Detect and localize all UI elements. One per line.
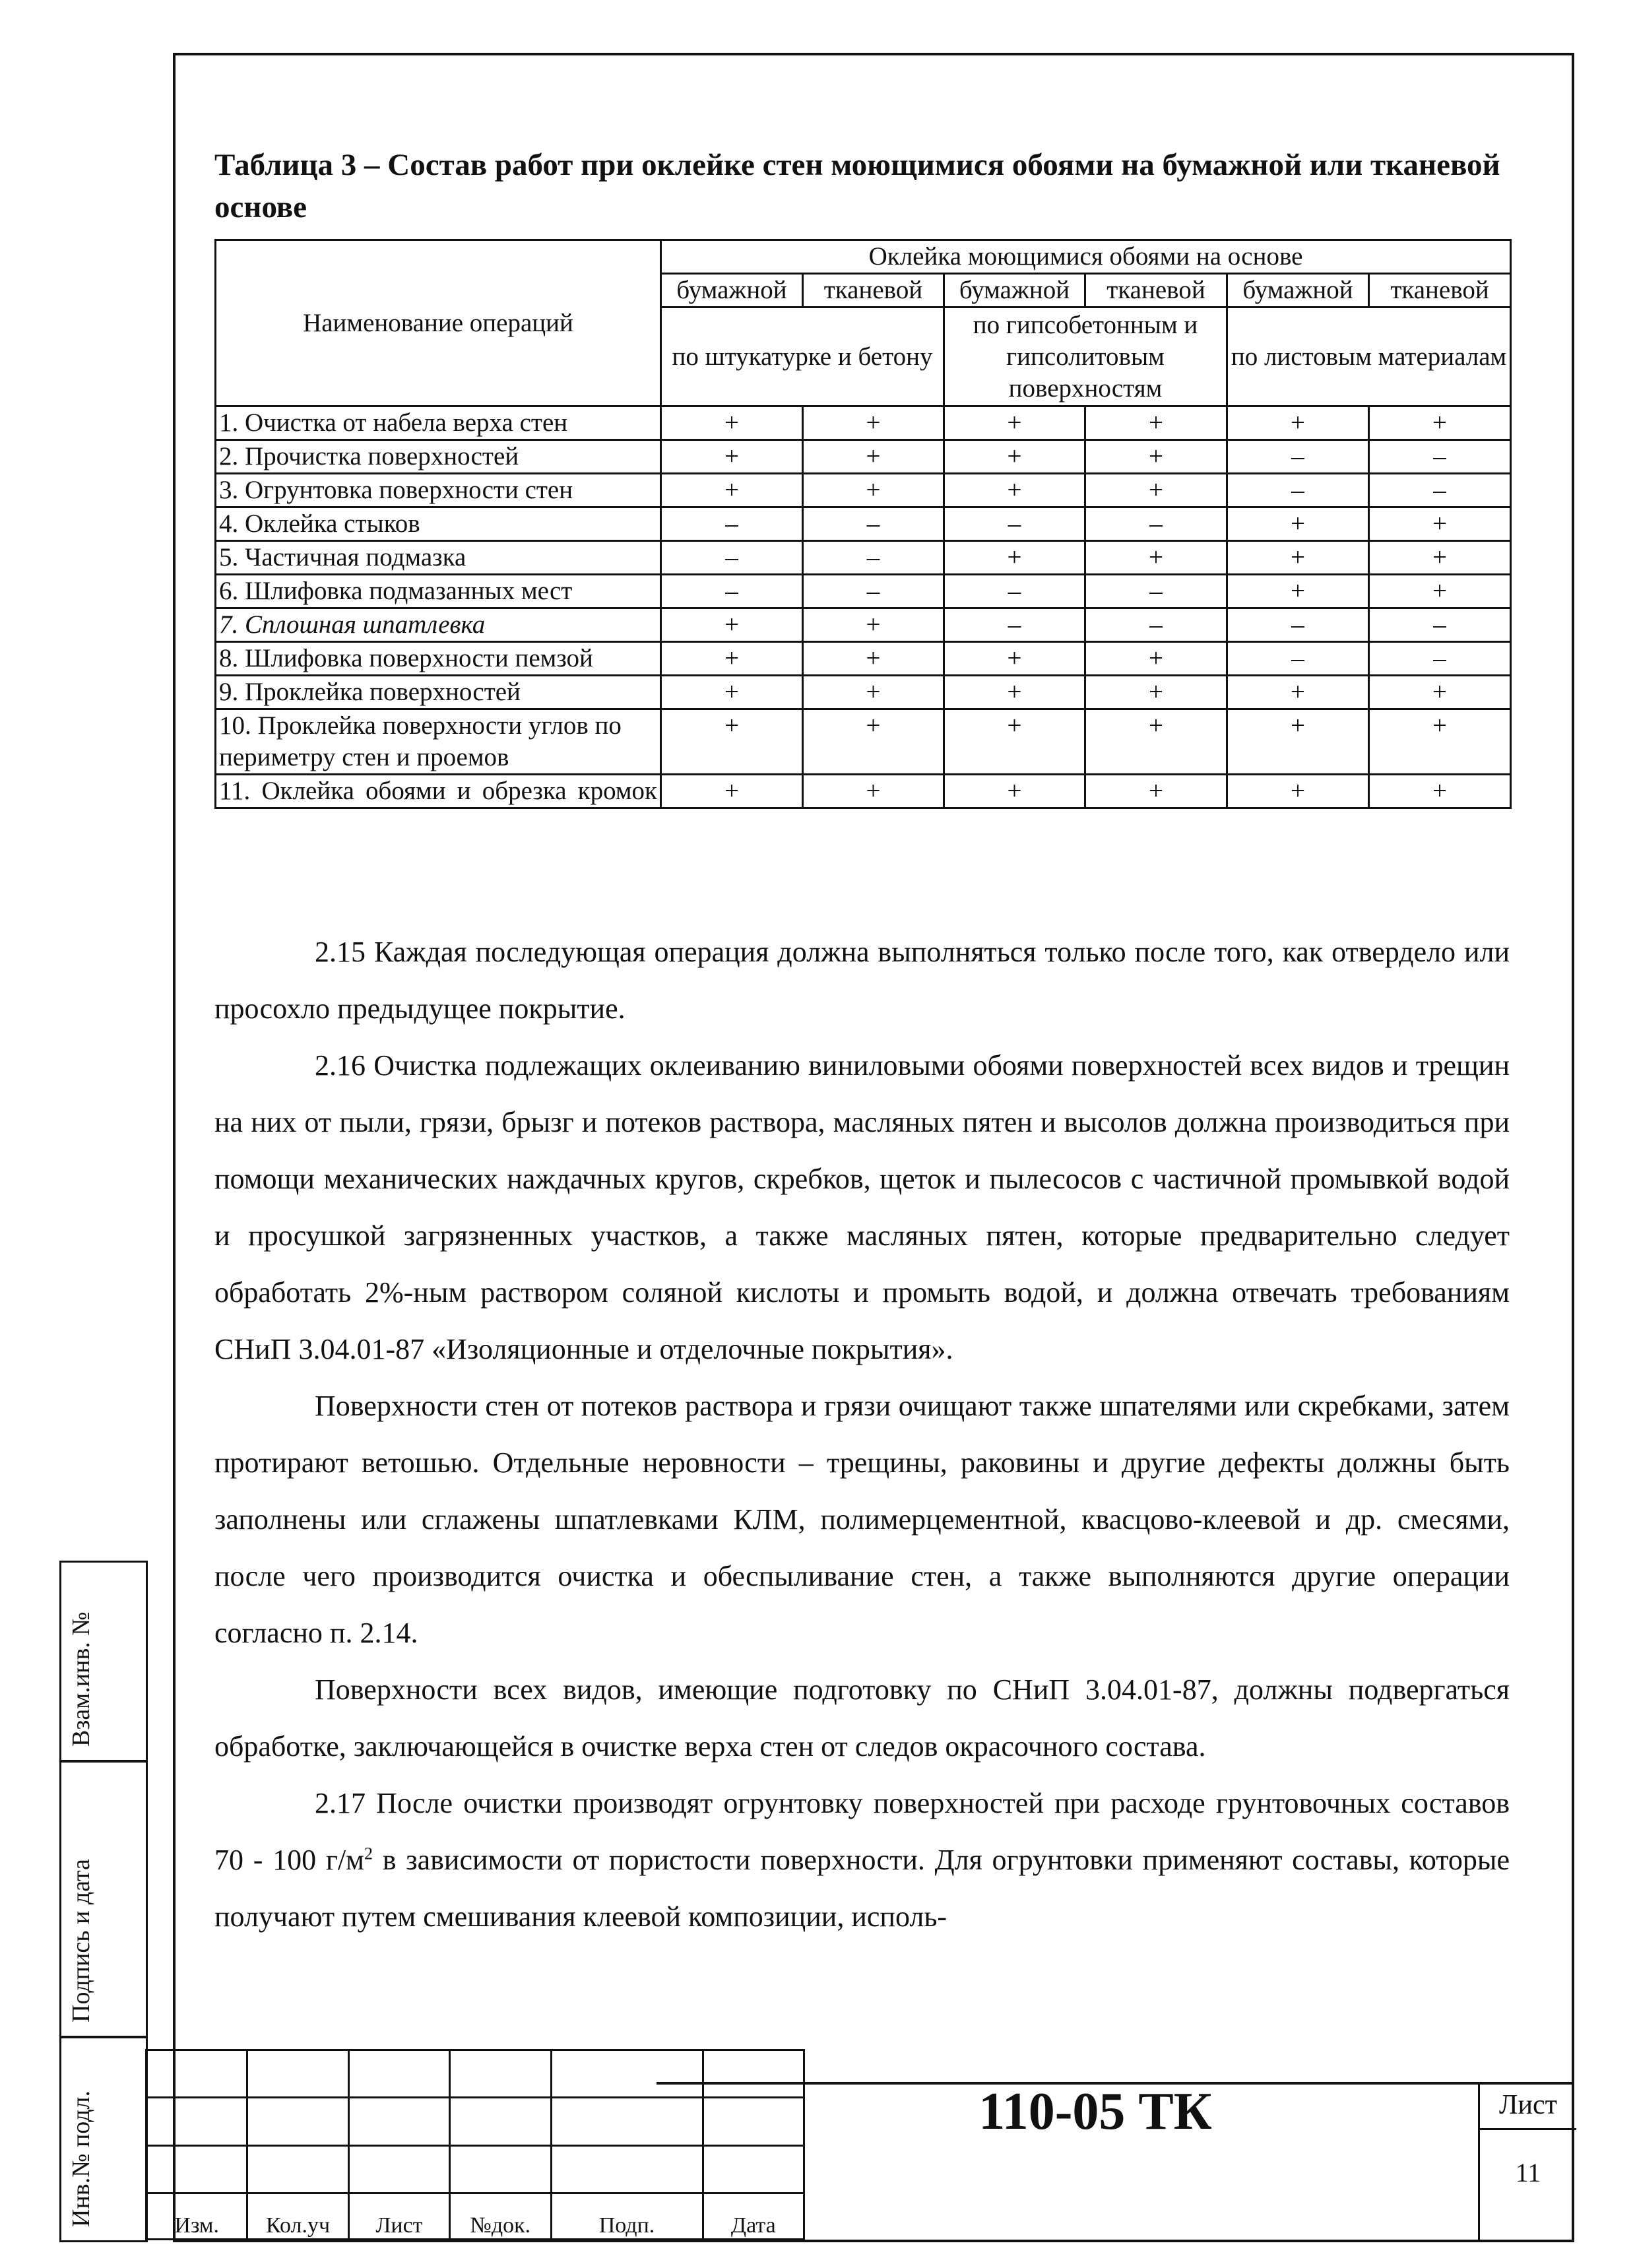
operation-name: 3. Огрунтовка поверхности стен [216,474,661,507]
operation-mark: – [944,507,1085,541]
body-text [214,924,1510,1945]
operation-mark: + [944,474,1085,507]
operation-mark: – [1369,642,1511,676]
base-type: бумажной [661,274,803,308]
sheet-label: Лист [1480,2082,1576,2130]
table-row [216,507,1511,541]
column-header-operations: Наименование операций [216,240,661,406]
operation-mark: – [661,575,803,608]
stamp-col-label: №док. [450,2193,551,2240]
table-row [216,608,1511,642]
operation-name: 10. Проклейка поверхности углов по периметру стен и проемов [216,709,661,775]
operation-mark: + [1085,474,1227,507]
operation-mark: – [1085,507,1227,541]
operation-name: 7. Сплошная шпатлевка [216,608,661,642]
document-code: 110-05 ТК [978,2083,1212,2141]
table-row [216,642,1511,676]
operation-mark: + [1369,709,1511,775]
title-block [145,2049,805,2240]
operation-mark: + [661,608,803,642]
column-header-main: Оклейка моющимися обоями на основе [661,240,1511,274]
operation-mark: + [1227,676,1369,709]
operation-mark: + [803,608,944,642]
paragraph-text: в зависимости от пористости поверхности. Для огрунтовки применяют составы, которые получают путем смешивания клеевой композиции, исполь- [214,1844,1510,1933]
operation-name: 2. Прочистка поверхностей [216,440,661,474]
operation-mark: + [1085,709,1227,775]
operation-mark: + [803,440,944,474]
operation-mark: – [803,575,944,608]
operation-mark: + [1227,775,1369,808]
operation-mark: – [803,507,944,541]
base-type: бумажной [944,274,1085,308]
operation-mark: + [661,676,803,709]
operation-mark: – [1369,474,1511,507]
operation-mark: + [1369,541,1511,575]
operation-mark: – [803,541,944,575]
stamp-col-label: Кол.уч [247,2193,348,2240]
paragraph: 2.16 Очистка подлежащих оклеиванию виниловыми обоями поверхностей всех видов и трещин на них от пыли, грязи, брызг и потеков раствора, масляных пятен и высолов должна производиться при помощи механических наждачных кругов, скребков, щеток и пылесосов с частичной промывкой водой и просушкой загрязненных участков, а также масляных пятен, которые предварительно следует обработать 2%-ным раствором соляной кислоты и промыть водой, и должна отвечать требованиям СНиП 3.04.01-87 «Изоляционные и отделочные покрытия». [214,1049,1510,1365]
side-label-inv: Инв.№ подл. [67,2090,95,2227]
operation-mark: – [1227,642,1369,676]
table-row [216,676,1511,709]
operation-mark: + [803,676,944,709]
operation-mark: – [944,575,1085,608]
operation-mark: + [1085,642,1227,676]
operation-mark: + [661,642,803,676]
operation-mark: + [1369,406,1511,440]
operation-mark: + [661,709,803,775]
table-row [216,575,1511,608]
table-row [216,709,1511,775]
operation-mark: – [1369,440,1511,474]
table-row [216,440,1511,474]
operation-name: 9. Проклейка поверхностей [216,676,661,709]
operation-name: 6. Шлифовка подмазанных мест [216,575,661,608]
paragraph: Поверхности всех видов, имеющие подготовку по СНиП 3.04.01-87, должны подвергаться обработке, заключающейся в очистке верха стен от следов окрасочного состава. [214,1673,1510,1763]
operation-mark: + [803,775,944,808]
operations-table [214,239,1512,809]
operation-mark: – [1085,608,1227,642]
base-type: тканевой [803,274,944,308]
table-row [216,541,1511,575]
operation-mark: + [944,406,1085,440]
operation-mark: + [803,642,944,676]
base-type: тканевой [1085,274,1227,308]
operation-mark: – [1227,440,1369,474]
table-row [216,775,1511,808]
side-label-vzam: Взам.инв. № [67,1611,95,1747]
surface-header: по листовым материалам [1227,308,1511,406]
paragraph: Поверхности стен от потеков раствора и грязи очищают также шпателями или скребками, затем протирают ветошью. Отдельные неровности – трещины, раковины и другие дефекты должны быть заполнены или сглажены шпатлевками КЛМ, полимерцементной, квасцово-клеевой и др. смесями, после чего производится очистка и обеспыливание стен, а также выполняются другие операции согласно п. 2.14. [214,1390,1510,1649]
operation-mark: + [803,406,944,440]
operation-mark: + [1085,676,1227,709]
side-box-inv [59,2036,148,2242]
operation-mark: – [944,608,1085,642]
operation-mark: + [1369,575,1511,608]
side-box-podpis [59,1761,148,2038]
operation-mark: + [1369,676,1511,709]
side-box-vzam [59,1561,148,1762]
operation-name: 8. Шлифовка поверхности пемзой [216,642,661,676]
operation-mark: + [661,406,803,440]
operation-mark: – [1085,575,1227,608]
side-label-podpis: Подпись и дата [67,1858,95,2023]
sheet-number: 11 [1515,2158,1541,2187]
operation-mark: + [1227,406,1369,440]
operation-mark: + [1085,440,1227,474]
operation-mark: + [661,440,803,474]
superscript: 2 [364,1844,373,1863]
base-type: бумажной [1227,274,1369,308]
operation-mark: – [661,507,803,541]
operation-mark: + [1227,507,1369,541]
base-type: тканевой [1369,274,1511,308]
operation-name: 11. Оклейка обоями и обрезка кромок [216,775,661,808]
table-row [216,474,1511,507]
operation-name: 1. Очистка от набела верха стен [216,406,661,440]
operation-mark: + [1085,775,1227,808]
operation-mark: + [944,775,1085,808]
operation-mark: + [944,642,1085,676]
operation-name: 4. Оклейка стыков [216,507,661,541]
operation-mark: – [1369,608,1511,642]
stamp-col-label: Дата [703,2193,804,2240]
operation-mark: + [1369,775,1511,808]
operation-mark: + [803,709,944,775]
surface-header: по штукатурке и бетону [661,308,944,406]
paragraph-text: 2.17 После очистки производят огрунтовку поверхностей при расходе грунтовочных составов 70 - 100 г/м [214,1787,1510,1876]
paragraph-2-17 [214,1775,1510,1945]
stamp-col-label: Изм. [146,2193,247,2240]
table-title: Таблица 3 – Состав работ при оклейке стен моющимися обоями на бумажной или тканевой основе [214,148,1500,224]
operation-mark: + [1227,541,1369,575]
operation-mark: + [661,474,803,507]
operation-name: 5. Частичная подмазка [216,541,661,575]
stamp-col-label: Лист [348,2193,449,2240]
operation-mark: + [944,709,1085,775]
operation-mark: + [661,775,803,808]
stamp-col-label: Подп. [551,2193,703,2240]
operation-mark: + [1227,709,1369,775]
paragraph: 2.15 Каждая последующая операция должна выполняться только после того, как отвердело или просохло предыдущее покрытие. [214,936,1510,1025]
table-row [216,406,1511,440]
operation-mark: + [1227,575,1369,608]
operation-mark: – [661,541,803,575]
operation-mark: + [803,474,944,507]
operation-mark: – [1227,608,1369,642]
sheet-box [1478,2082,1576,2240]
operation-mark: + [944,440,1085,474]
surface-header: по гипсобетонным и гипсолитовым поверхностям [944,308,1227,406]
operation-mark: + [944,676,1085,709]
operation-mark: – [1227,474,1369,507]
operation-mark: + [1085,541,1227,575]
operation-mark: + [1085,406,1227,440]
operation-mark: + [944,541,1085,575]
operation-mark: + [1369,507,1511,541]
